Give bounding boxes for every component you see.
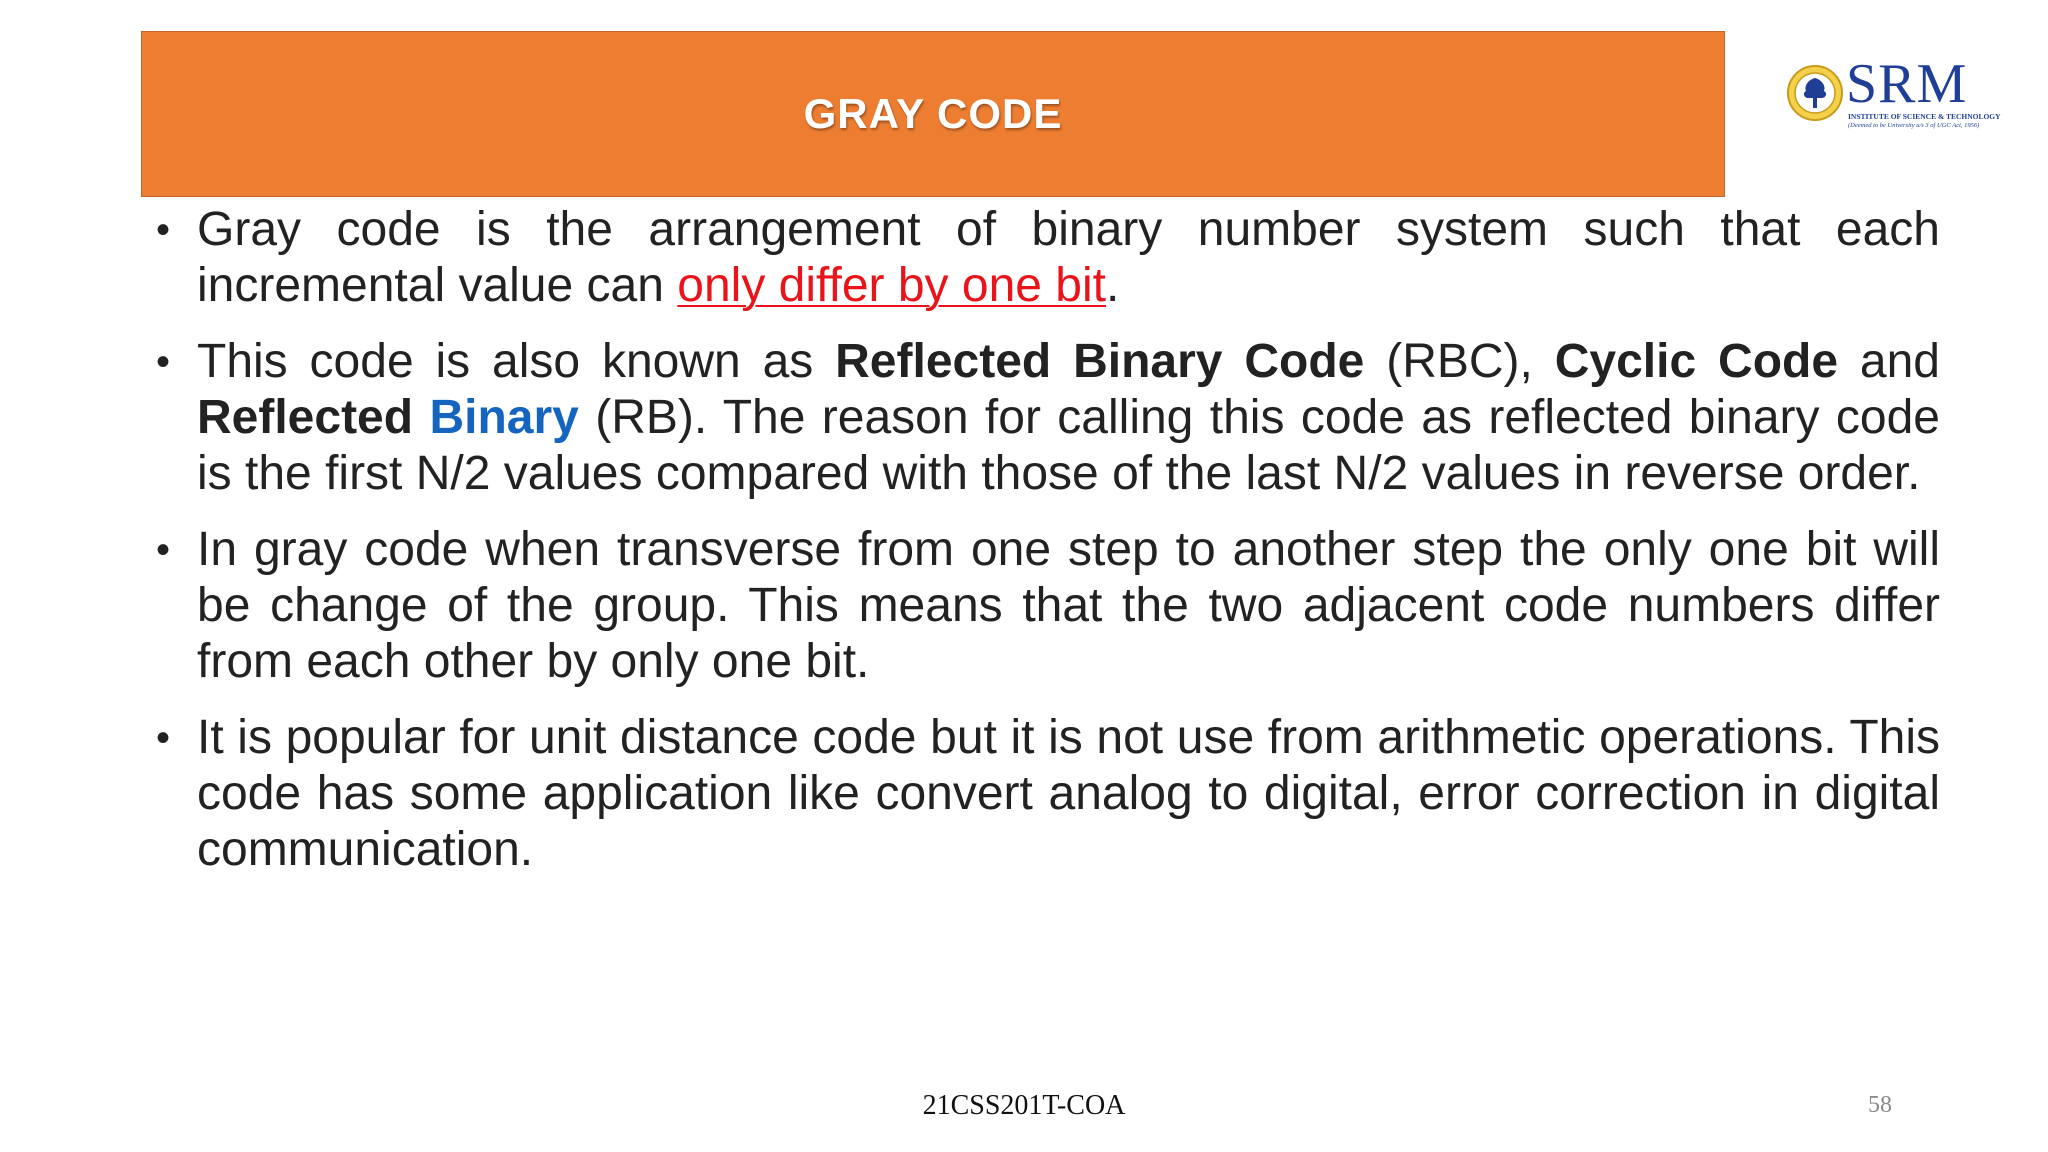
logo-tagline: (Deemed to be University u/s 3 of UGC Act, 1956)	[1848, 122, 1980, 129]
bullet-icon: •	[156, 528, 171, 572]
page-number: 58	[1868, 1092, 1892, 1118]
bullet-item-3	[150, 522, 1940, 690]
bullet-1-text: Gray code is the arrangement of binary number system such that each incremental value can	[197, 203, 1940, 312]
srm-logo	[1786, 53, 2001, 132]
bullet-2-text-e: (RB). The reason for calling this code as reflected binary code is the first N/2 values compared with those of the last N/2 values in reverse order.	[197, 391, 1940, 500]
bullet-list	[150, 202, 1940, 898]
bullet-icon: •	[156, 208, 171, 252]
bullet-icon: •	[156, 716, 171, 760]
term-cyclic-code: Cyclic Code	[1554, 335, 1839, 388]
highlight-link[interactable]: only differ by one bit	[677, 259, 1106, 312]
title-bar	[141, 31, 1725, 197]
bullet-1-end: .	[1105, 259, 1120, 312]
bullet-item-2	[150, 334, 1940, 502]
term-binary-blue: Binary	[429, 391, 579, 444]
bullet-2-text-c: and	[1838, 335, 1940, 388]
bullet-2-text-d	[413, 391, 429, 444]
logo-wordmark: SRM	[1846, 53, 1968, 115]
term-reflected: Reflected	[197, 391, 414, 444]
bullet-icon: •	[156, 340, 171, 384]
bullet-3-text: In gray code when transverse from one step to another step the only one bit will be change of the group. This means that the two adjacent code numbers differ from each other by only one bit.	[197, 523, 1940, 688]
slide-title: GRAY CODE	[803, 90, 1063, 137]
bullet-item-1	[150, 202, 1940, 314]
term-reflected-binary-code: Reflected Binary Code	[835, 335, 1365, 388]
bullet-2-text-a: This code is also known as	[197, 335, 836, 388]
footer-course-code: 21CSS201T-COA	[922, 1090, 1126, 1121]
bullet-item-4	[150, 710, 1940, 878]
logo-subtitle: INSTITUTE OF SCIENCE & TECHNOLOGY	[1848, 112, 2001, 121]
seal-icon	[1786, 64, 1844, 122]
bullet-2-text-b: (RBC),	[1364, 335, 1555, 388]
bullet-4-text: It is popular for unit distance code but it is not use from arithmetic operations. This code has some application like convert analog to digital, error correction in digital communication.	[197, 711, 1940, 876]
